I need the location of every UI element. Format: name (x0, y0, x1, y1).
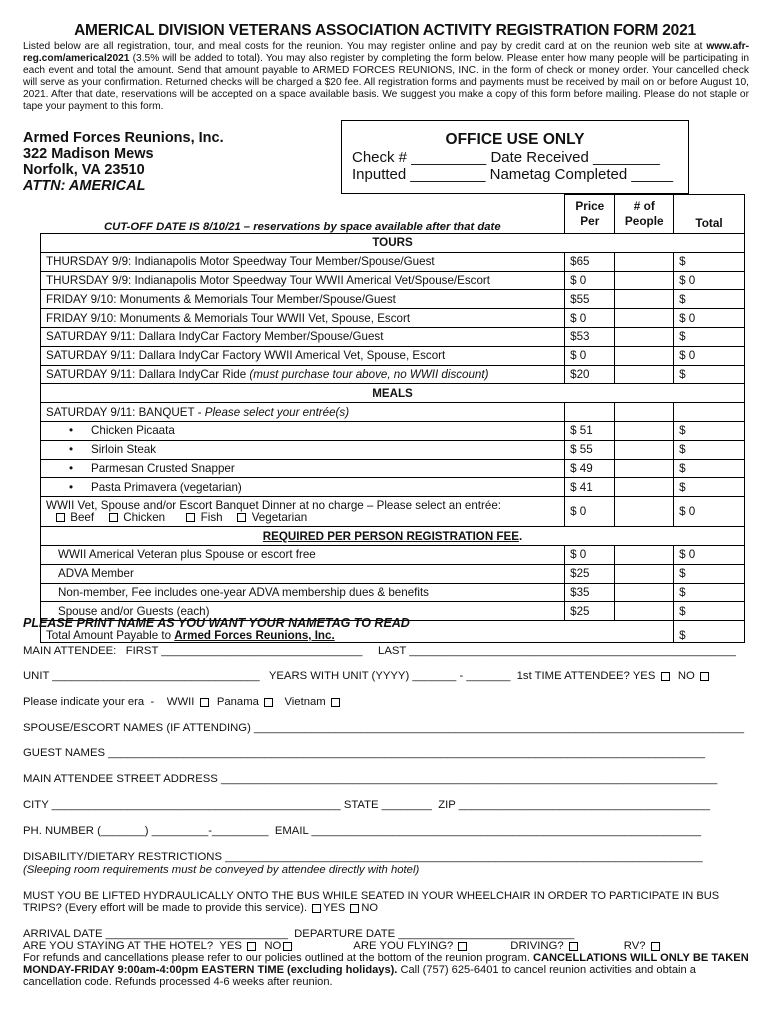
staying-no-label: NO (264, 940, 282, 952)
fees-table (40, 194, 745, 643)
wheelchair-lift-question (23, 890, 749, 914)
row-people-input[interactable] (615, 290, 674, 309)
row-price: $ 0 (565, 309, 615, 328)
city-state-zip-field[interactable]: CITY ______________________________________________ STATE ________ ZIP ________________________________________ (23, 799, 711, 811)
staying-label: ARE YOU STAYING AT THE HOTEL? YES (23, 940, 242, 952)
office-use-heading: OFFICE USE ONLY (445, 131, 585, 148)
banquet-label: SATURDAY 9/11: BANQUET - (46, 405, 205, 419)
lift-yes-checkbox[interactable] (312, 904, 321, 913)
row-label: WWII Americal Veteran plus Spouse or escort free (41, 545, 565, 564)
row-people-input[interactable] (615, 252, 674, 271)
table-row (41, 545, 745, 564)
table-row (41, 403, 745, 422)
row-label: SATURDAY 9/11: Dallara IndyCar Factory WWII Americal Vet, Spouse, Escort (41, 346, 565, 365)
row-people-input[interactable] (615, 440, 674, 459)
main-attendee-field[interactable]: MAIN ATTENDEE: FIRST ________________________________ LAST ____________________________________________________ (23, 645, 736, 657)
table-row (41, 365, 745, 384)
cutoff-notice: CUT-OFF DATE IS 8/10/21 – reservations by space available after that date (104, 221, 501, 233)
address-line-3: Norfolk, VA 23510 (23, 162, 145, 178)
row-total[interactable]: $ (674, 478, 745, 497)
travel-line (23, 940, 662, 952)
mailing-address (23, 130, 224, 194)
table-row (41, 290, 745, 309)
table-row (41, 327, 745, 346)
table-row (41, 497, 745, 527)
row-total[interactable]: $ 0 (674, 271, 745, 290)
total-label-text: Total Amount Payable to (46, 629, 175, 643)
row-price: $53 (565, 327, 615, 346)
lift-no-label: NO (361, 902, 379, 915)
table-row (41, 309, 745, 328)
office-row-check: Check # _________ Date Received ________ (352, 149, 660, 166)
row-label: FRIDAY 9/10: Monuments & Memorials Tour WWII Vet, Spouse, Escort (41, 309, 565, 328)
address-line-2: 322 Madison Mews (23, 146, 154, 162)
total-payee: Armed Forces Reunions, Inc. (174, 629, 335, 643)
first-time-no-label: NO (677, 670, 695, 682)
row-people-input[interactable] (615, 271, 674, 290)
row-people-input[interactable] (615, 602, 674, 621)
chicken-label: Chicken (123, 510, 166, 524)
fish-checkbox[interactable] (186, 513, 195, 522)
row-people-input[interactable] (615, 497, 674, 527)
row-people-input[interactable] (615, 309, 674, 328)
col-total-header: Total (674, 195, 745, 234)
row-price: $65 (565, 252, 615, 271)
driving-label: DRIVING? (510, 940, 564, 952)
row-price: $ 0 (565, 497, 615, 527)
flying-label: ARE YOU FLYING? (353, 940, 454, 952)
panama-label: Panama (216, 696, 259, 708)
row-price: $ 0 (565, 545, 615, 564)
table-row (41, 252, 745, 271)
lift-text: MUST YOU BE LIFTED HYDRAULICALLY ONTO THE BUS WHILE SEATED IN YOUR WHEELCHAIR IN ORDER TO PARTICIPATE IN BUS TRIPS? (Every effort will be made to provide this service). (23, 890, 720, 915)
row-total[interactable]: $ (674, 327, 745, 346)
table-row (41, 271, 745, 290)
row-price: $25 (565, 602, 615, 621)
office-use-box (341, 120, 689, 194)
row-label: THURSDAY 9/9: Indianapolis Motor Speedway Tour WWII Americal Vet/Spouse/Escort (41, 271, 565, 290)
row-total[interactable]: $ (674, 290, 745, 309)
row-price: $ 0 (565, 271, 615, 290)
first-time-no-checkbox[interactable] (700, 672, 709, 681)
street-address-field[interactable]: MAIN ATTENDEE STREET ADDRESS _______________________________________________________________________________ (23, 773, 718, 785)
beef-label: Beef (70, 510, 95, 524)
row-label: FRIDAY 9/10: Monuments & Memorials Tour Member/Spouse/Guest (41, 290, 565, 309)
grand-total-input[interactable]: $ (674, 621, 745, 643)
form-title: AMERICAL DIVISION VETERANS ASSOCIATION ACTIVITY REGISTRATION FORM 2021 (74, 22, 696, 39)
col-price-header: Price Per (565, 195, 615, 234)
row-total[interactable]: $ (674, 421, 745, 440)
table-row (41, 564, 745, 583)
row-total[interactable]: $ (674, 459, 745, 478)
row-price: $ 0 (565, 346, 615, 365)
guest-names-field[interactable]: GUEST NAMES _______________________________________________________________________________________________ (23, 747, 706, 759)
refund-policy (23, 952, 749, 989)
registration-fee-heading-text: REQUIRED PER PERSON REGISTRATION FEE (262, 529, 519, 543)
registration-fee-heading: REQUIRED PER PERSON REGISTRATION FEE. (41, 527, 745, 546)
row-total[interactable]: $ 0 (674, 545, 745, 564)
vegetarian-checkbox[interactable] (237, 513, 246, 522)
registration-url[interactable]: www.afr-reg.com/americal2021 (23, 41, 749, 64)
address-line-4: ATTN: AMERICAL (23, 178, 146, 194)
table-row (41, 478, 745, 497)
sleeping-note: (Sleeping room requirements must be conveyed by attendee directly with hotel) (23, 864, 420, 876)
wwii-checkbox[interactable] (200, 698, 209, 707)
panama-checkbox[interactable] (264, 698, 273, 707)
lift-yes-label: YES (323, 902, 346, 915)
table-row (41, 346, 745, 365)
row-price: $ 49 (565, 459, 615, 478)
row-total[interactable]: $ (674, 583, 745, 602)
office-row-inputted: Inputted _________ Nametag Completed _____ (352, 166, 674, 183)
arrival-departure-field[interactable]: ARRIVAL DATE _____________________________ DEPARTURE DATE ____________________________ (23, 928, 575, 940)
banquet-note: Please select your entrée(s) (204, 405, 350, 419)
row-price: $35 (565, 583, 615, 602)
print-name-heading: PLEASE PRINT NAME AS YOU WANT YOUR NAMETAG TO READ (23, 616, 410, 630)
row-people-input[interactable] (615, 346, 674, 365)
ride-label: SATURDAY 9/11: Dallara IndyCar Ride (46, 367, 250, 381)
phone-email-field[interactable]: PH. NUMBER (_______) _________-_________ EMAIL ______________________________________________________________ (23, 825, 701, 837)
beef-checkbox[interactable] (56, 513, 65, 522)
refund-text-bold: CANCELLATIONS WILL ONLY BE TAKEN MONDAY-FRIDAY 9:00am-4:00pm EASTERN TIME (excluding holidays). (23, 952, 749, 977)
row-total[interactable]: $ (674, 252, 745, 271)
rv-checkbox[interactable] (651, 942, 660, 951)
unit-years-line (23, 670, 711, 682)
address-line-1: Armed Forces Reunions, Inc. (23, 130, 224, 146)
intro-text-1: Listed below are all registration, tour, and meal costs for the reunion. You may register online and pay by credit card at on the reunion web site at (23, 41, 707, 52)
row-total[interactable]: $ (674, 602, 745, 621)
row-price: $ 41 (565, 478, 615, 497)
intro-text-2: (3.5% will be added to total). You may also register by completing the form below. Please enter how many people will be participating in each event and total the amount. Send that amount payable to ARMED FORCES REUNIONS, INC. in the form of check or money order. Your cancelled check will serve as your confirmation. Returned checks will be charged a $20 fee. All registration forms and payments must be received by mail on or before August 10, 2021. After that date, reservations will be accepted on a space available basis. We suggest you make a copy of this form before mailing. Please do not staple or tape your payment to this form. (23, 52, 749, 112)
row-people-input[interactable] (615, 583, 674, 602)
row-people-input[interactable] (615, 545, 674, 564)
row-people (615, 403, 674, 422)
row-price: $ 51 (565, 421, 615, 440)
tours-heading: TOURS (41, 234, 745, 253)
vietnam-label: Vietnam (284, 696, 326, 708)
era-line (23, 696, 342, 708)
lift-no-checkbox[interactable] (350, 904, 359, 913)
row-price: $25 (565, 564, 615, 583)
row-price: $20 (565, 365, 615, 384)
flying-checkbox[interactable] (458, 942, 467, 951)
ride-note: (must purchase tour above, no WWII discount) (249, 367, 489, 381)
driving-checkbox[interactable] (569, 942, 578, 951)
row-label: Non-member, Fee includes one-year ADVA membership dues & benefits (41, 583, 565, 602)
row-label: Spouse and/or Guests (each) (41, 602, 565, 621)
row-total[interactable]: $ (674, 365, 745, 384)
row-price (565, 403, 615, 422)
entree-label: • Chicken Picaata (41, 421, 565, 440)
row-label (41, 403, 565, 422)
wwii-dinner-cell (41, 497, 565, 527)
staying-yes-checkbox[interactable] (247, 942, 256, 951)
disability-field[interactable]: DISABILITY/DIETARY RESTRICTIONS ____________________________________________________________________________ (23, 851, 703, 863)
row-people-input[interactable] (615, 478, 674, 497)
row-total (674, 403, 745, 422)
row-label: SATURDAY 9/11: Dallara IndyCar Factory Member/Spouse/Guest (41, 327, 565, 346)
row-total[interactable]: $ 0 (674, 346, 745, 365)
row-total[interactable]: $ 0 (674, 309, 745, 328)
row-people-input[interactable] (615, 459, 674, 478)
fish-label: Fish (200, 510, 223, 524)
vegetarian-label: Vegetarian (251, 510, 308, 524)
table-row (41, 440, 745, 459)
row-people-input[interactable] (615, 327, 674, 346)
row-price: $55 (565, 290, 615, 309)
row-total[interactable]: $ (674, 564, 745, 583)
entree-label: • Sirloin Steak (41, 440, 565, 459)
rv-label: RV? (623, 940, 646, 952)
row-label (41, 365, 565, 384)
refund-text-1: For refunds and cancellations please refer to our policies outlined at the bottom of the reunion program. (23, 952, 533, 964)
intro-paragraph (23, 41, 749, 112)
table-row (41, 583, 745, 602)
era-label: Please indicate your era - WWII (23, 696, 195, 708)
chicken-checkbox[interactable] (109, 513, 118, 522)
row-price: $ 55 (565, 440, 615, 459)
row-people-input[interactable] (615, 564, 674, 583)
table-row (41, 421, 745, 440)
row-people-input[interactable] (615, 421, 674, 440)
row-label: ADVA Member (41, 564, 565, 583)
spouse-escort-field[interactable]: SPOUSE/ESCORT NAMES (IF ATTENDING) ______________________________________________________________________________ (23, 722, 745, 734)
row-people-input[interactable] (615, 365, 674, 384)
entree-label: • Pasta Primavera (vegetarian) (41, 478, 565, 497)
entree-label: • Parmesan Crusted Snapper (41, 459, 565, 478)
first-time-yes-checkbox[interactable] (661, 672, 670, 681)
wwii-dinner-label: WWII Vet, Spouse and/or Escort Banquet Dinner at no charge – Please select an entrée: (46, 498, 501, 512)
unit-field[interactable]: UNIT _________________________________ YEARS WITH UNIT (YYYY) _______ - _______ 1st TIME ATTENDEE? YES (23, 670, 656, 682)
row-total[interactable]: $ 0 (674, 497, 745, 527)
table-row (41, 459, 745, 478)
meals-heading: MEALS (41, 384, 745, 403)
row-label: THURSDAY 9/9: Indianapolis Motor Speedway Tour Member/Spouse/Guest (41, 252, 565, 271)
vietnam-checkbox[interactable] (331, 698, 340, 707)
refund-text-2: Call (757) 625-6401 to cancel reunion activities and obtain a cancellation code. Refunds processed 4-6 weeks after reunion. (23, 964, 696, 989)
row-total[interactable]: $ (674, 440, 745, 459)
col-people-header: # of People (615, 195, 674, 234)
staying-no-checkbox[interactable] (283, 942, 292, 951)
